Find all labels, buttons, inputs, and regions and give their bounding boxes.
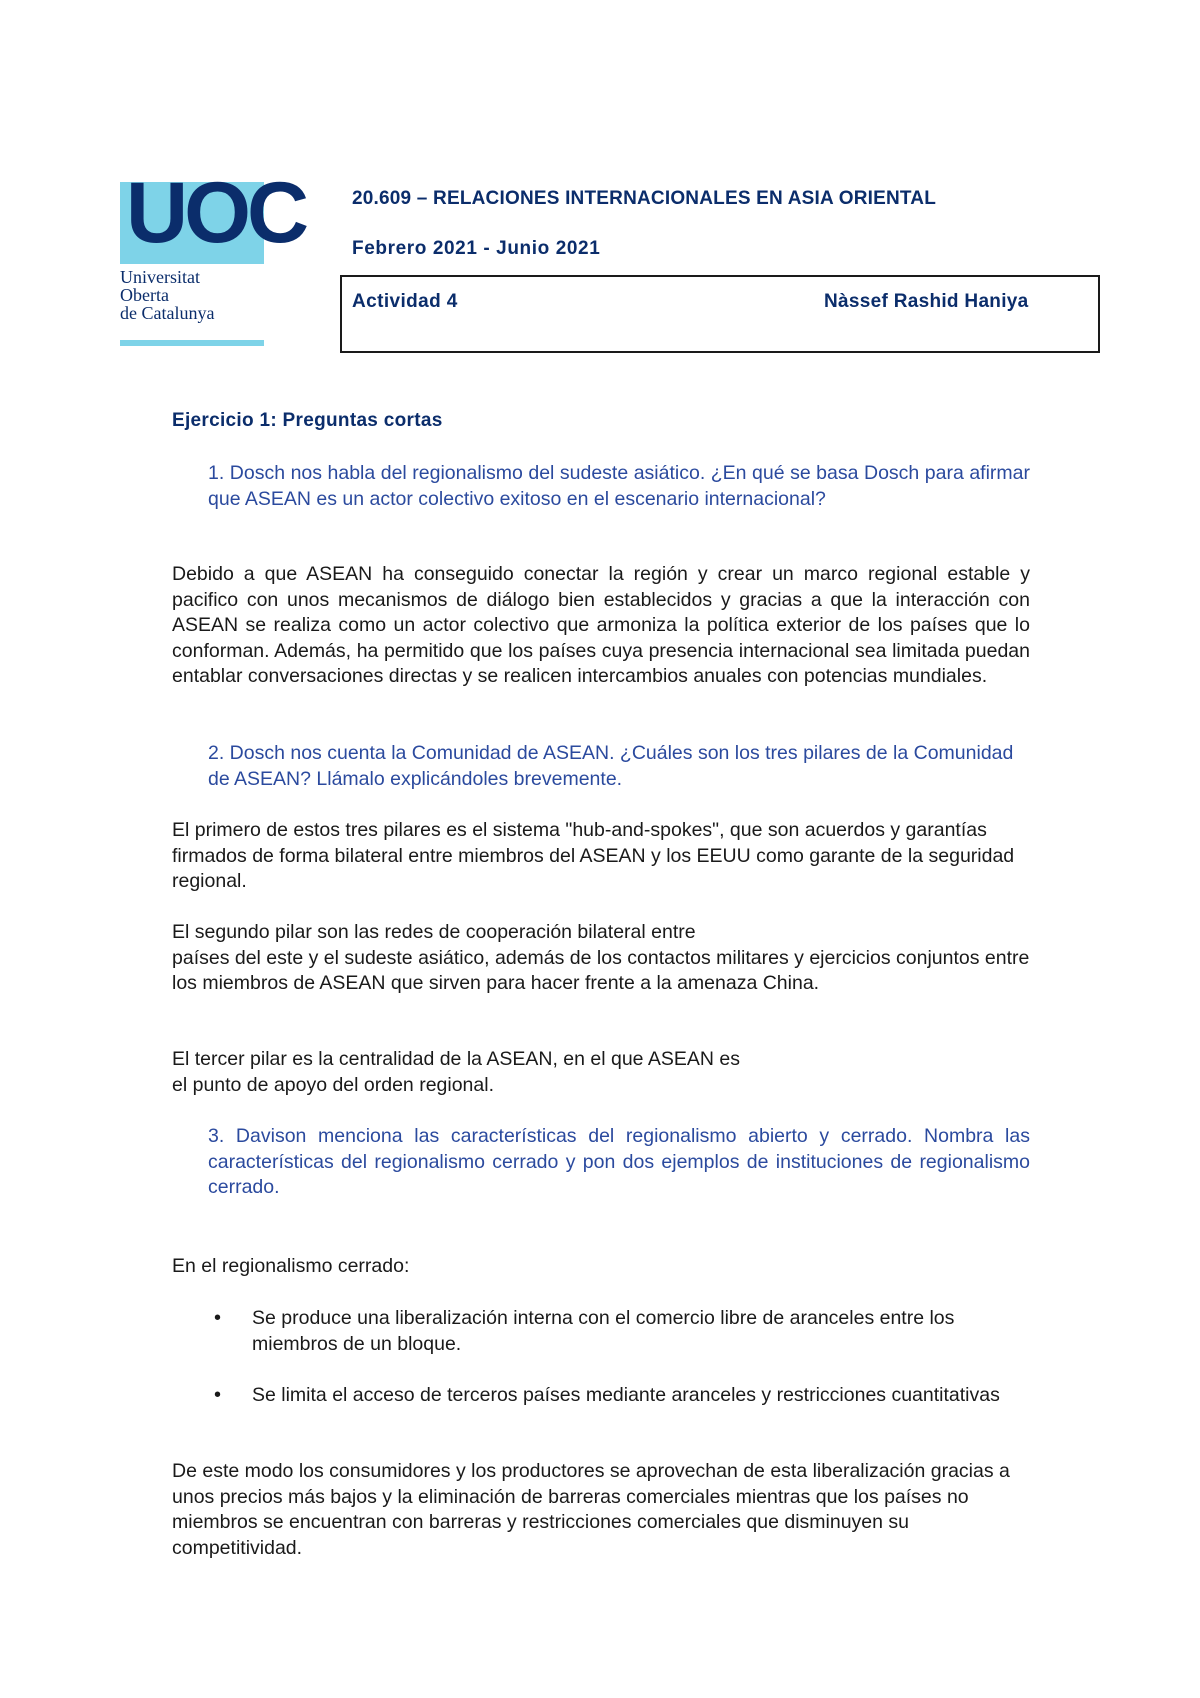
uoc-logo-text (120, 268, 264, 322)
list-item: • Se limita el acceso de terceros países mediante aranceles y restricciones cuantitativas (214, 1383, 1030, 1409)
logo-line-3: de Catalunya (120, 303, 215, 323)
question-2: 2. Dosch nos cuenta la Comunidad de ASEAN. ¿Cuáles son los tres pilares de la Comunidad de ASEAN? Llámalo explicándoles brevemente. (208, 742, 1014, 790)
pillar-3-line-1: El tercer pilar es la centralidad de la ASEAN, en el que ASEAN es (172, 1048, 740, 1070)
uoc-logo-letters: UOC (126, 165, 306, 261)
logo-underline (120, 340, 264, 346)
pillar-3-line-2: el punto de apoyo del orden regional. (172, 1073, 494, 1096)
author-name: Nàssef Rashid Haniya (824, 291, 1029, 312)
answer-3-intro: En el regionalismo cerrado: (172, 1255, 410, 1277)
uoc-logo (120, 165, 306, 346)
pillar-2-line-1: El segundo pilar son las redes de cooperación bilateral entre (172, 921, 696, 943)
pillar-2-line-2: países del este y el sudeste asiático, además de los contactos militares y ejercicios conjuntos entre los miembros de ASEAN que sirven para hacer frente a la amenaza China. (172, 946, 1030, 994)
uoc-logo-mark (120, 165, 306, 264)
closed-regionalism-list (214, 1306, 1030, 1409)
semester-dates: Febrero 2021 - Junio 2021 (352, 238, 601, 259)
logo-line-2: Oberta (120, 285, 169, 305)
activity-label: Actividad 4 (352, 291, 458, 312)
question-3: 3. Davison menciona las características del regionalismo abierto y cerrado. Nombra las características del regionalismo cerrado y pon dos ejemplos de instituciones de regionalismo cerrado. (208, 1125, 1030, 1198)
answer-2-pillar-3 (172, 1047, 1030, 1098)
activity-box (340, 275, 1100, 353)
answer-3-conclusion: De este modo los consumidores y los productores se aprovechan de esta liberalización gracias a unos precios más bajos y la eliminación de barreras comerciales mientras que los países no miembros se encuentran con barreras y restricciones comerciales que disminuyen su competitividad. (172, 1460, 1010, 1559)
answer-1: Debido a que ASEAN ha conseguido conectar la región y crear un marco regional estable y pacifico con unos mecanismos de diálogo bien establecidos y gracias a que la interacción con ASEAN se realiza como un actor colectivo que armoniza la política exterior de los países que lo conforman. Además, ha permitido que los países cuya presencia internacional sea limitada puedan entablar conversaciones directas y se realicen intercambios anuales con potencias mundiales. (172, 563, 1030, 687)
question-1: 1. Dosch nos habla del regionalismo del sudeste asiático. ¿En qué se basa Dosch para afirmar que ASEAN es un actor colectivo exitoso en el escenario internacional? (208, 462, 1030, 510)
logo-line-1: Universitat (120, 267, 200, 287)
answer-2-pillar-2 (172, 920, 1030, 997)
list-item: • Se produce una liberalización interna con el comercio libre de aranceles entre los miembros de un bloque. (214, 1306, 1030, 1357)
exercise-title: Ejercicio 1: Preguntas cortas (172, 410, 443, 431)
course-title: 20.609 – RELACIONES INTERNACIONALES EN ASIA ORIENTAL (352, 188, 937, 209)
answer-2-pillar-1: El primero de estos tres pilares es el sistema "hub-and-spokes", que son acuerdos y garantías firmados de forma bilateral entre miembros del ASEAN y los EEUU como garante de la seguridad regional. (172, 819, 1015, 892)
